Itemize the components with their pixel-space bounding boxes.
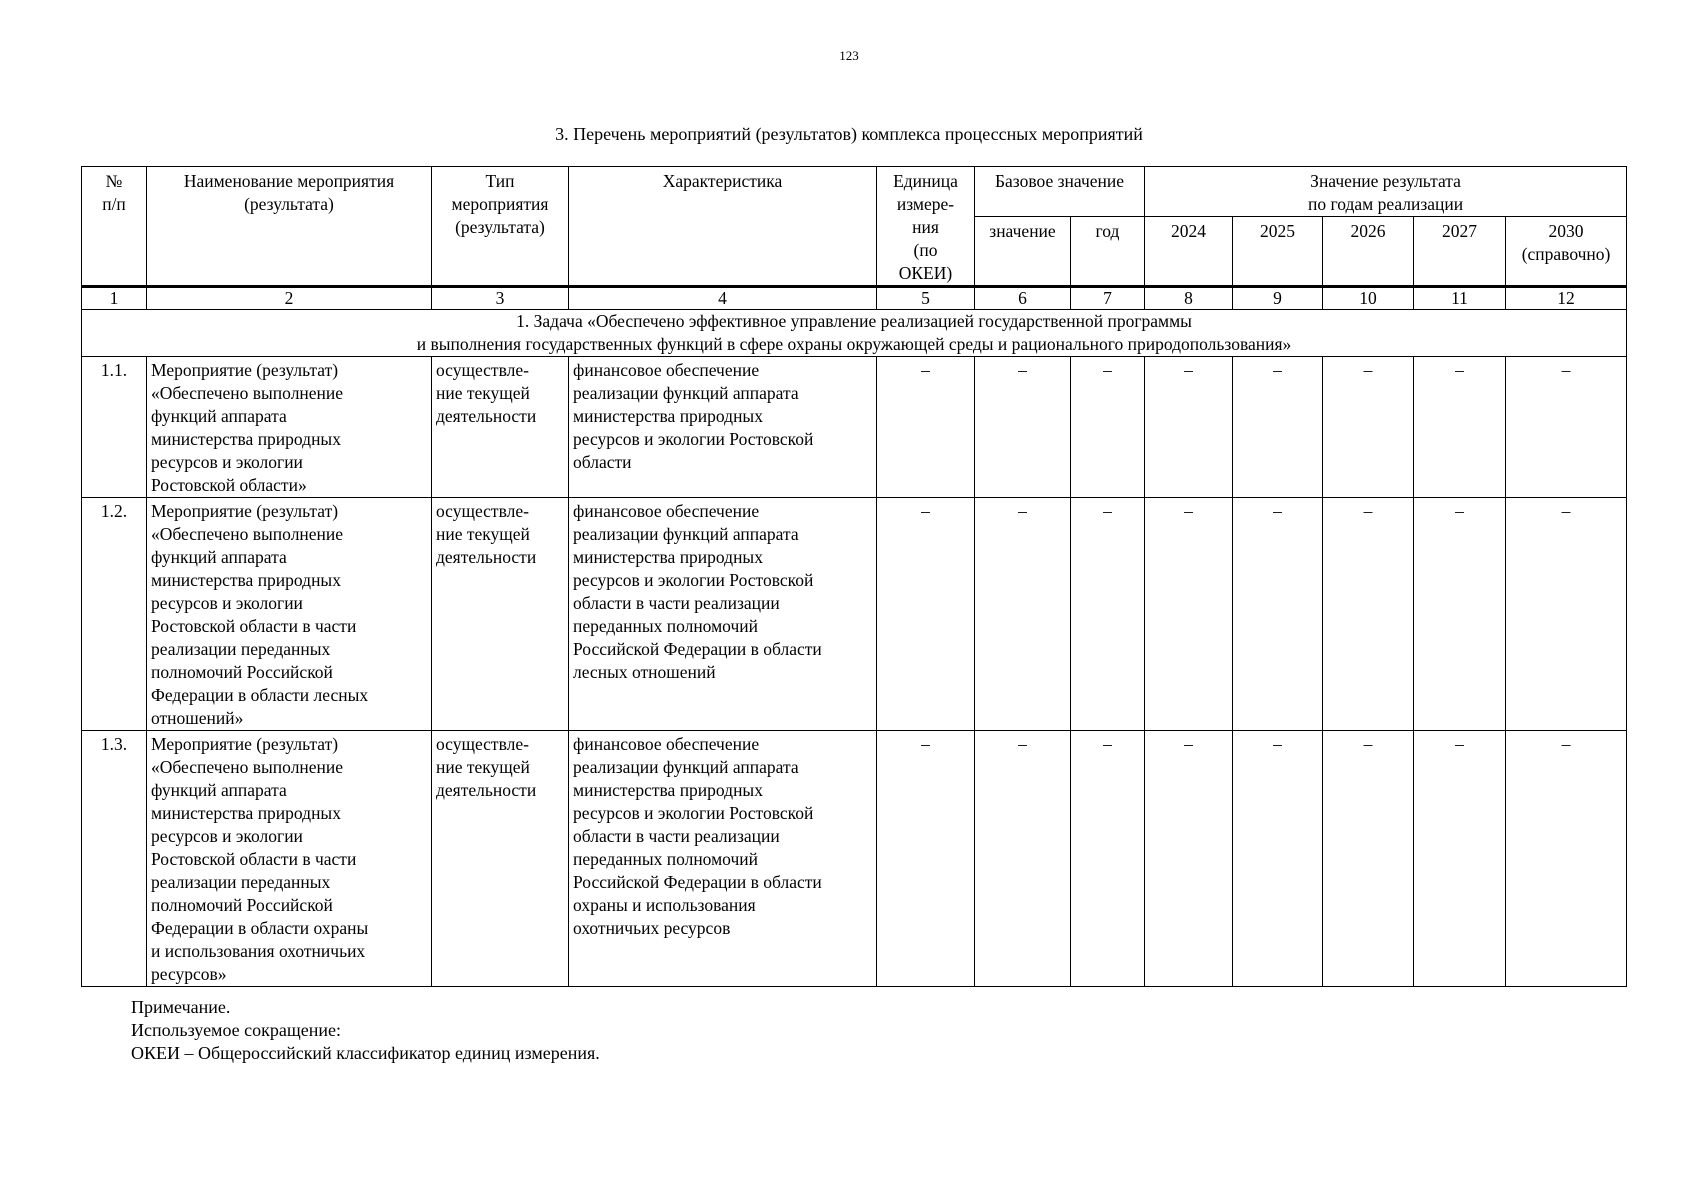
measures-table [81,166,1627,987]
column-number: 6 [975,287,1071,310]
column-number: 3 [432,287,569,310]
row-value: – [877,357,975,498]
page-title: 3. Перечень мероприятий (результатов) комплекса процессных мероприятий [555,124,1143,144]
row-value: – [1414,731,1506,987]
row-value: – [975,357,1071,498]
table-row [82,357,1627,498]
header-name: Наименование мероприятия (результата) [147,167,432,287]
column-number: 4 [569,287,877,310]
row-characteristic: финансовое обеспечение реализации функций аппарата министерства природных ресурсов и экологии Ростовской области в части реализации переданных полномочий Российской Федерации в области лесных отношений [569,498,877,731]
row-value: – [1233,498,1323,731]
row-name: Мероприятие (результат) «Обеспечено выполнение функций аппарата министерства природных ресурсов и экологии Ростовской области в части реализации переданных полномочий Российской Федерации в области лесных отношений» [147,498,432,731]
row-value: – [1323,357,1414,498]
row-type: осуществле- ние текущей деятельности [432,357,569,498]
column-number: 7 [1071,287,1145,310]
column-number: 2 [147,287,432,310]
column-number: 10 [1323,287,1414,310]
row-type: осуществле- ние текущей деятельности [432,498,569,731]
row-value: – [1233,357,1323,498]
row-value: – [1145,731,1233,987]
row-value: – [1506,498,1627,731]
row-value: – [1145,498,1233,731]
row-name: Мероприятие (результат) «Обеспечено выполнение функций аппарата министерства природных ресурсов и экологии Ростовской области» [147,357,432,498]
table-row [82,498,1627,731]
row-characteristic: финансовое обеспечение реализации функций аппарата министерства природных ресурсов и экологии Ростовской области [569,357,877,498]
column-number: 8 [1145,287,1233,310]
row-value: – [1323,498,1414,731]
row-value: – [1071,731,1145,987]
header-base-sub-year: год [1071,217,1145,287]
header-year-2026: 2026 [1323,217,1414,287]
row-characteristic: финансовое обеспечение реализации функций аппарата министерства природных ресурсов и экологии Ростовской области в части реализации переданных полномочий Российской Федерации в области охраны и использования охотничьих ресурсов [569,731,877,987]
row-name: Мероприятие (результат) «Обеспечено выполнение функций аппарата министерства природных ресурсов и экологии Ростовской области в части реализации переданных полномочий Российской Федерации в области охраны и использования охотничьих ресурсов» [147,731,432,987]
note-line: Используемое сокращение: [131,1020,341,1040]
header-base-sub-value: значение [975,217,1071,287]
row-value: – [877,731,975,987]
column-number: 5 [877,287,975,310]
note-line: ОКЕИ – Общероссийский классификатор единиц измерения. [131,1043,600,1063]
header-result-value: Значение результата по годам реализации [1145,167,1627,217]
row-value: – [1414,498,1506,731]
row-value: – [1071,498,1145,731]
row-num: 1.3. [82,731,147,987]
column-number: 12 [1506,287,1627,310]
row-num: 1.2. [82,498,147,731]
header-year-2025: 2025 [1233,217,1323,287]
header-type: Тип мероприятия (результата) [432,167,569,287]
page-number: 123 [839,48,859,63]
row-value: – [975,731,1071,987]
task-title: 1. Задача «Обеспечено эффективное управление реализацией государственной программы и выполнения государственных функций в сфере охраны окружающей среды и рационального природопользования» [82,310,1627,357]
header-characteristic: Характеристика [569,167,877,287]
row-value: – [1145,357,1233,498]
row-value: – [1506,731,1627,987]
row-value: – [1506,357,1627,498]
column-number: 1 [82,287,147,310]
column-number-row [82,287,1627,310]
header-base-value: Базовое значение [975,167,1145,217]
row-type: осуществле- ние текущей деятельности [432,731,569,987]
task-row [82,310,1627,357]
row-value: – [1233,731,1323,987]
header-unit: Единица измере- ния (по ОКЕИ) [877,167,975,287]
row-value: – [1071,357,1145,498]
header-num: № п/п [82,167,147,287]
row-num: 1.1. [82,357,147,498]
column-number: 9 [1233,287,1323,310]
row-value: – [1323,731,1414,987]
note-line: Примечание. [131,997,231,1017]
row-value: – [877,498,975,731]
table-row [82,731,1627,987]
notes [131,996,600,1065]
header-year-2027: 2027 [1414,217,1506,287]
column-number: 11 [1414,287,1506,310]
row-value: – [1414,357,1506,498]
header-year-2024: 2024 [1145,217,1233,287]
row-value: – [975,498,1071,731]
header-year-2030: 2030 (справочно) [1506,217,1627,287]
